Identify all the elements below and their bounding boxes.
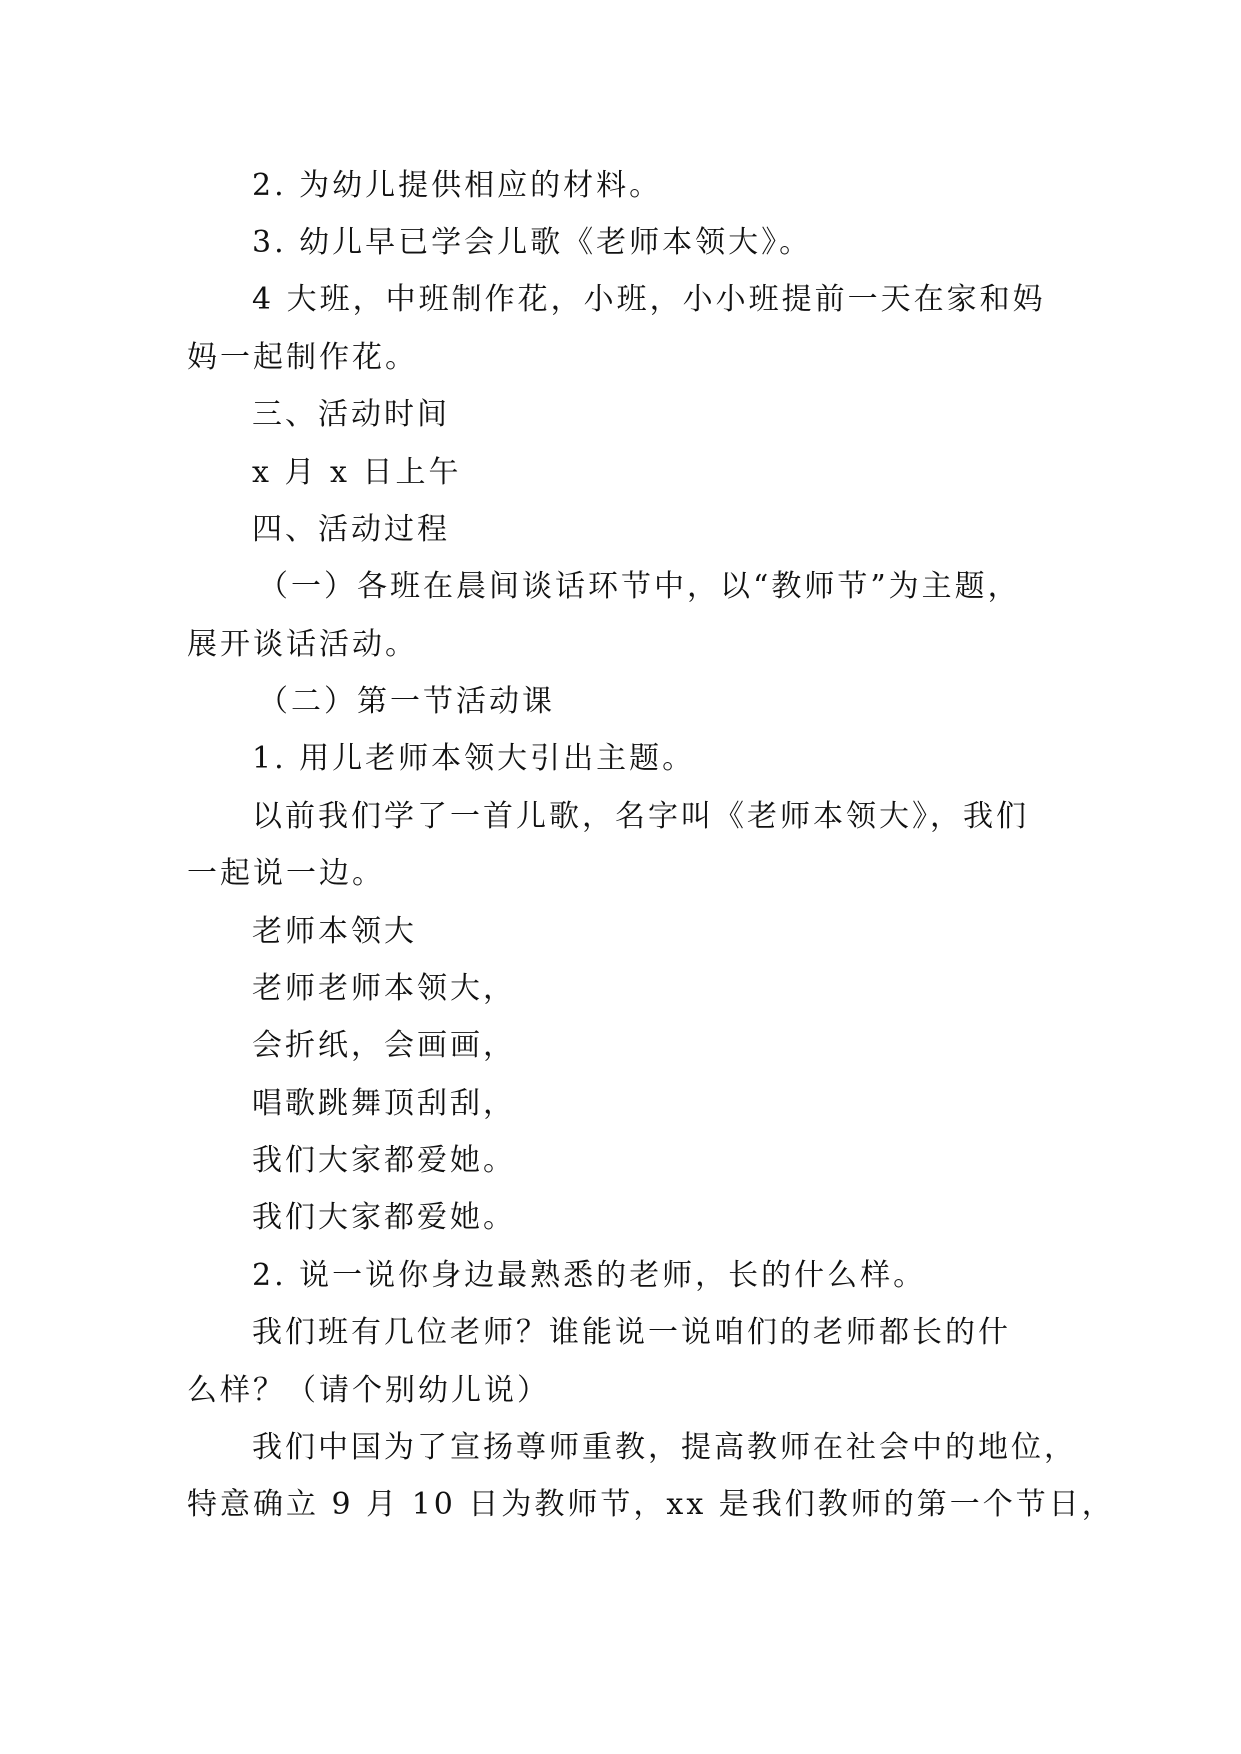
text-line: （一）各班在晨间谈话环节中，以“教师节”为主题， — [258, 569, 1021, 604]
text-line: 2. 说一说你身边最熟悉的老师，长的什么样。 — [252, 1258, 927, 1293]
text-line: 展开谈话活动。 — [187, 627, 418, 662]
text-line: 么样？（请个别幼儿说） — [187, 1373, 550, 1408]
poem-title: 老师本领大 — [252, 914, 417, 949]
poem-line: 我们大家都爱她。 — [252, 1143, 516, 1178]
text-line: 一起说一边。 — [187, 856, 385, 891]
section-heading: 四、活动过程 — [252, 512, 450, 547]
text-line: 妈一起制作花。 — [187, 340, 418, 375]
text-line: 我们中国为了宣扬尊师重教，提高教师在社会中的地位， — [252, 1430, 1077, 1465]
subsection-heading: （二）第一节活动课 — [258, 684, 555, 719]
text-line: x 月 x 日上午 — [252, 455, 462, 490]
poem-line: 唱歌跳舞顶刮刮， — [252, 1086, 516, 1121]
text-line: 特意确立 9 月 10 日为教师节，xx 是我们教师的第一个节日， — [187, 1487, 1115, 1522]
text-line: 我们班有几位老师？谁能说一说咱们的老师都长的什 — [252, 1315, 1011, 1350]
text-line: 以前我们学了一首儿歌，名字叫《老师本领大》，我们 — [252, 799, 1029, 834]
poem-line: 我们大家都爱她。 — [252, 1200, 516, 1235]
poem-line: 老师老师本领大， — [252, 971, 516, 1006]
section-heading: 三、活动时间 — [252, 397, 450, 432]
poem-line: 会折纸，会画画， — [252, 1028, 516, 1063]
text-line: 3. 幼儿早已学会儿歌《老师本领大》。 — [252, 225, 813, 260]
text-line: 2. 为幼儿提供相应的材料。 — [252, 168, 663, 203]
text-line: 1. 用儿老师本领大引出主题。 — [252, 741, 696, 776]
text-line: 4 大班，中班制作花，小班，小小班提前一天在家和妈 — [252, 282, 1046, 317]
